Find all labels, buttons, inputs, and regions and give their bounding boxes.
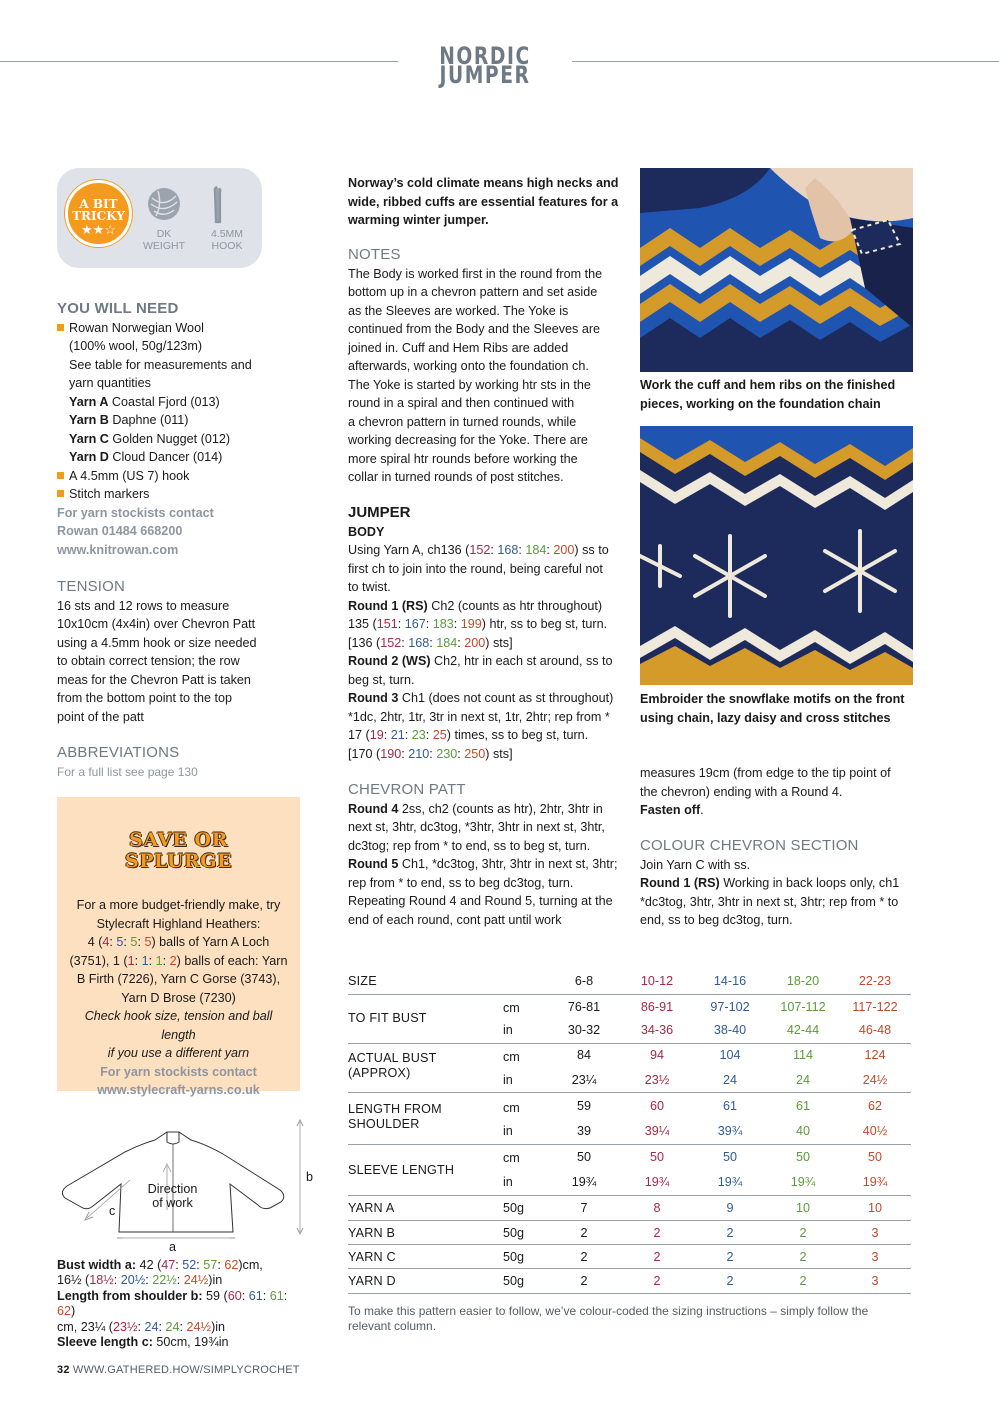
size-col-3: 14-16 — [713, 974, 747, 988]
difficulty-stars: ★★☆ — [81, 222, 116, 237]
snowflake-photo — [640, 426, 913, 685]
table-rule — [348, 1293, 911, 1294]
table-cell: 124 — [864, 1048, 886, 1062]
measurements-text: Bust width a: 42 (47: 52: 57: 62)cm, 16½ (18½: 20½: 22½: 24½)in Length from shoulder b: 59 (60: 61: 61: 62) cm, 23¼ (23½: 24: 24: 24½)in Sleeve length c: 50cm, 19¾in — [57, 1258, 288, 1350]
body-heading: BODY — [348, 524, 385, 539]
row-unit: 50g — [503, 1274, 525, 1288]
jumper-section — [348, 504, 623, 763]
table-cell: 19¾ — [790, 1175, 816, 1189]
notes-text: The Body is worked first in the round from the bottom up in a chevron pattern and set aside as the Sleeves are worked. The Yoke is continued from the Body and the Sleeves are joined in. Cuff and Hem Ribs are added afterwards, working onto the foundation ch. The Yoke is started by working htr sts in the round in a spiral and then continued with a chevron pattern in turned rounds, while working decreasing for the Yoke. There are more spiral htr rounds before working the collar in turned rounds of post stitches. — [348, 266, 603, 484]
table-cell: 2 — [726, 1274, 734, 1288]
row-unit: 50g — [503, 1226, 525, 1240]
table-rule — [348, 1195, 911, 1196]
table-rule — [348, 1092, 911, 1093]
table-cell: 2 — [726, 1250, 734, 1264]
table-cell: 24½ — [862, 1073, 888, 1087]
row-unit: cm — [503, 1101, 520, 1115]
notes-section — [348, 246, 623, 487]
measure-c-label: c — [109, 1204, 116, 1218]
row-label: LENGTH FROM SHOULDER — [348, 1102, 442, 1131]
yarn-weight-label: DK WEIGHT — [143, 228, 185, 252]
table-cell: 19¾ — [717, 1175, 743, 1189]
row-label: YARN B — [348, 1226, 396, 1240]
table-rule — [348, 1043, 911, 1044]
table-cell: 2 — [580, 1250, 588, 1264]
materials-list — [57, 319, 262, 504]
table-cell: 61 — [795, 1099, 810, 1113]
page-title: NORDIC JUMPER — [439, 42, 531, 89]
table-cell: 50 — [649, 1150, 664, 1164]
header-rule-left — [0, 61, 398, 62]
row-label: ACTUAL BUST (APPROX) — [348, 1051, 437, 1080]
table-cell: 62 — [867, 1099, 882, 1113]
table-cell: 50 — [867, 1150, 882, 1164]
row-unit: 50g — [503, 1250, 525, 1264]
snowflake-photo-caption: Embroider the snowflake motifs on the front using chain, lazy daisy and cross stitches — [640, 692, 905, 725]
row-label: YARN D — [348, 1274, 396, 1288]
row-unit: in — [503, 1175, 513, 1189]
table-rule — [348, 1220, 911, 1221]
hook-size-label: 4.5MM HOOK — [210, 228, 244, 252]
row-unit: in — [503, 1073, 513, 1087]
table-cell: 50 — [795, 1150, 810, 1164]
size-col-1: 6-8 — [574, 974, 594, 988]
table-cell: 39 — [576, 1124, 591, 1138]
list-item: A 4.5mm (US 7) hook — [57, 467, 262, 486]
list-item: Rowan Norwegian Wool (100% wool, 50g/123m) See table for measurements and yarn quantities Yarn A Coastal Fjord (013) Yarn B Daphne (011) Yarn C Golden Nugget (012) Yarn D Cloud Dancer (014) — [57, 319, 262, 467]
save-or-splurge-box — [57, 797, 300, 1097]
you-will-need-section — [57, 300, 262, 559]
difficulty-line-2: TRICKY — [72, 209, 125, 223]
row-label: YARN A — [348, 1201, 395, 1215]
table-cell: 50 — [576, 1150, 591, 1164]
row-unit: in — [503, 1023, 513, 1037]
chevron-patt-heading: CHEVRON PATT — [348, 781, 466, 798]
row-unit: cm — [503, 1050, 520, 1064]
table-cell: 2 — [653, 1274, 661, 1288]
table-cell: 23¼ — [571, 1073, 597, 1087]
difficulty-line-1: A BIT — [79, 197, 118, 211]
table-cell: 40½ — [862, 1124, 888, 1138]
colour-chevron-section — [640, 837, 915, 930]
chevron-patt-section — [348, 781, 623, 929]
table-cell: 46-48 — [858, 1023, 892, 1037]
table-rule — [348, 994, 911, 995]
table-cell: 60 — [649, 1099, 664, 1113]
stockist-link[interactable]: www.stylecraft-yarns.co.uk — [97, 1083, 260, 1097]
notes-heading: NOTES — [348, 246, 401, 263]
save-or-splurge-text: For a more budget-friendly make, try Stylecraft Highland Heathers: 4 (4: 5: 5: 5) balls of Yarn A Loch (3751), 1 (1: 1: 1: 2) balls of each: Yarn B Firth (7226), Yarn C Gorse (3743), Yarn D Brose (7230) Check hook size, tension and ball length if you use a different yarn For yarn stockists contact www.stylecraft-yarns.co.uk — [69, 898, 288, 1097]
footer-url[interactable]: WWW.GATHERED.HOW/SIMPLYCROCHET — [69, 1364, 300, 1376]
measure-b-label: b — [306, 1170, 314, 1184]
continued-text: measures 19cm (from edge to the tip point of the chevron) ending with a Round 4. Fasten off. — [640, 766, 891, 817]
body-instructions: Using Yarn A, ch136 (152: 168: 184: 200) ss to first ch to join into the round, being careful not to twist. Round 1 (RS) Ch2 (counts as htr throughout) 135 (151: 167: 183: 199) htr, ss to beg st, turn. [136 (152: 168: 184: 200) sts] Round 2 (WS) Ch2, htr in each st around, ss to beg st, turn. Round 3 Ch1 (does not count as st throughout) *1dc, 2htr, 1tr, 3tr in next st, 1tr, 2htr; rep from * 17 (19: 21: 23: 25) times, ss to beg st, turn. [170 (190: 210: 230: 250) sts] — [348, 543, 614, 761]
cuff-photo-caption: Work the cuff and hem ribs on the finished pieces, working on the foundation chain — [640, 378, 896, 411]
save-or-splurge-logo: SAVE OR SPLURGE — [125, 829, 232, 872]
table-cell: 2 — [580, 1226, 588, 1240]
jumper-heading: JUMPER — [348, 504, 411, 521]
info-badge — [57, 168, 262, 268]
table-cell: 19¾ — [862, 1175, 888, 1189]
abbreviations-section — [57, 744, 262, 781]
table-cell: 8 — [653, 1201, 661, 1215]
table-cell: 2 — [799, 1274, 807, 1288]
header-rule-right — [572, 61, 999, 62]
table-cell: 2 — [799, 1250, 807, 1264]
stockist-link[interactable]: www.knitrowan.com — [57, 542, 179, 557]
row-label: YARN C — [348, 1250, 396, 1264]
size-col-4: 18-20 — [786, 974, 820, 988]
table-cell: 19¾ — [644, 1175, 670, 1189]
table-cell: 104 — [719, 1048, 741, 1062]
table-cell: 24 — [795, 1073, 810, 1087]
table-cell: 23½ — [644, 1073, 670, 1087]
list-item: Stitch markers — [57, 485, 262, 504]
table-cell: 94 — [649, 1048, 664, 1062]
stockist-info: For yarn stockists contact Rowan 01484 668200 www.knitrowan.com — [57, 505, 214, 557]
size-header-label: SIZE — [348, 974, 377, 988]
table-cell: 84 — [576, 1048, 591, 1062]
table-cell: 3 — [871, 1250, 879, 1264]
table-cell: 107-112 — [780, 1000, 826, 1014]
table-cell: 59 — [576, 1099, 591, 1113]
page-number: 32 — [57, 1364, 70, 1376]
row-unit: cm — [503, 1151, 520, 1165]
table-cell: 61 — [722, 1099, 737, 1113]
row-label: TO FIT BUST — [348, 1011, 427, 1025]
table-cell: 2 — [653, 1250, 661, 1264]
table-cell: 97-102 — [710, 1000, 750, 1014]
difficulty-badge — [65, 180, 132, 247]
colour-chevron-text: Join Yarn C with ss. Round 1 (RS) Working in back loops only, ch1 *dc3tog, 3htr, 3htr in next st, 3htr; rep from * to end, ss to beg dc3tog, turn. — [640, 857, 900, 927]
table-cell: 10 — [795, 1201, 810, 1215]
table-cell: 114 — [792, 1048, 814, 1062]
direction-of-work-label: Direction of work — [147, 1182, 198, 1210]
table-cell: 2 — [799, 1226, 807, 1240]
table-cell: 50 — [722, 1150, 737, 1164]
tension-text: 16 sts and 12 rows to measure 10x10cm (4x4in) over Chevron Patt using a 4.5mm hook or size needed to obtain correct tension; the row meas for the Chevron Patt is taken from the bottom point to the top point of the patt — [57, 598, 257, 724]
abbreviations-heading: ABBREVIATIONS — [57, 744, 180, 761]
row-unit: in — [503, 1124, 513, 1138]
intro-text: Norway’s cold climate means high necks and wide, ribbed cuffs are essential features for a warming winter jumper. — [348, 176, 619, 227]
table-cell: 86-91 — [640, 1000, 674, 1014]
you-will-need-heading: YOU WILL NEED — [57, 300, 179, 317]
table-cell: 117-122 — [852, 1000, 898, 1014]
table-cell: 39¾ — [717, 1124, 743, 1138]
table-rule — [348, 1268, 911, 1269]
table-cell: 10 — [867, 1201, 882, 1215]
table-cell: 34-36 — [640, 1023, 674, 1037]
tension-section — [57, 578, 262, 726]
cuff-rib-photo — [640, 168, 913, 372]
table-cell: 42-44 — [786, 1023, 820, 1037]
table-cell: 3 — [871, 1274, 879, 1288]
table-cell: 39¼ — [644, 1124, 670, 1138]
table-cell: 2 — [580, 1274, 588, 1288]
table-cell: 9 — [726, 1201, 734, 1215]
table-cell: 3 — [871, 1226, 879, 1240]
table-rule — [348, 1144, 911, 1145]
tension-heading: TENSION — [57, 578, 126, 595]
row-unit: 50g — [503, 1201, 525, 1215]
abbreviations-note: For a full list see page 130 — [57, 764, 198, 779]
table-cell: 2 — [726, 1226, 734, 1240]
table-cell: 76-81 — [567, 1000, 601, 1014]
jumper-schematic — [55, 1110, 325, 1260]
row-unit: cm — [503, 1001, 520, 1015]
table-rule — [348, 1244, 911, 1245]
chevron-instructions: Round 4 2ss, ch2 (counts as htr), 2htr, 3htr in next st, 3htr, dc3tog, *3htr, 3htr in next st, 3htr, dc3tog; rep from * to end, ss to beg st, turn. Round 5 Ch1, *dc3tog, 3htr, 3htr in next st, 3htr; rep from * to end, ss to beg dc3tog, turn. Repeating Round 4 and Round 5, turning at the end of each round, cont patt until work — [348, 801, 618, 927]
page-footer — [57, 1361, 300, 1380]
table-cell: 24 — [722, 1073, 737, 1087]
table-cell: 38-40 — [713, 1023, 747, 1037]
table-cell: 2 — [653, 1226, 661, 1240]
colour-chevron-heading: COLOUR CHEVRON SECTION — [640, 837, 859, 854]
crochet-hook-icon — [213, 186, 223, 224]
table-cell: 40 — [795, 1124, 810, 1138]
size-col-5: 22-23 — [858, 974, 892, 988]
table-cell: 7 — [580, 1201, 588, 1215]
table-cell: 30-32 — [567, 1023, 601, 1037]
size-col-2: 10-12 — [640, 974, 674, 988]
table-footnote: To make this pattern easier to follow, we’ve colour-coded the sizing instructions – simply follow the relevant column. — [348, 1304, 869, 1334]
yarn-ball-icon — [148, 188, 180, 220]
row-label: SLEEVE LENGTH — [348, 1163, 455, 1177]
table-cell: 19¾ — [571, 1175, 597, 1189]
measure-a-label: a — [169, 1240, 177, 1254]
